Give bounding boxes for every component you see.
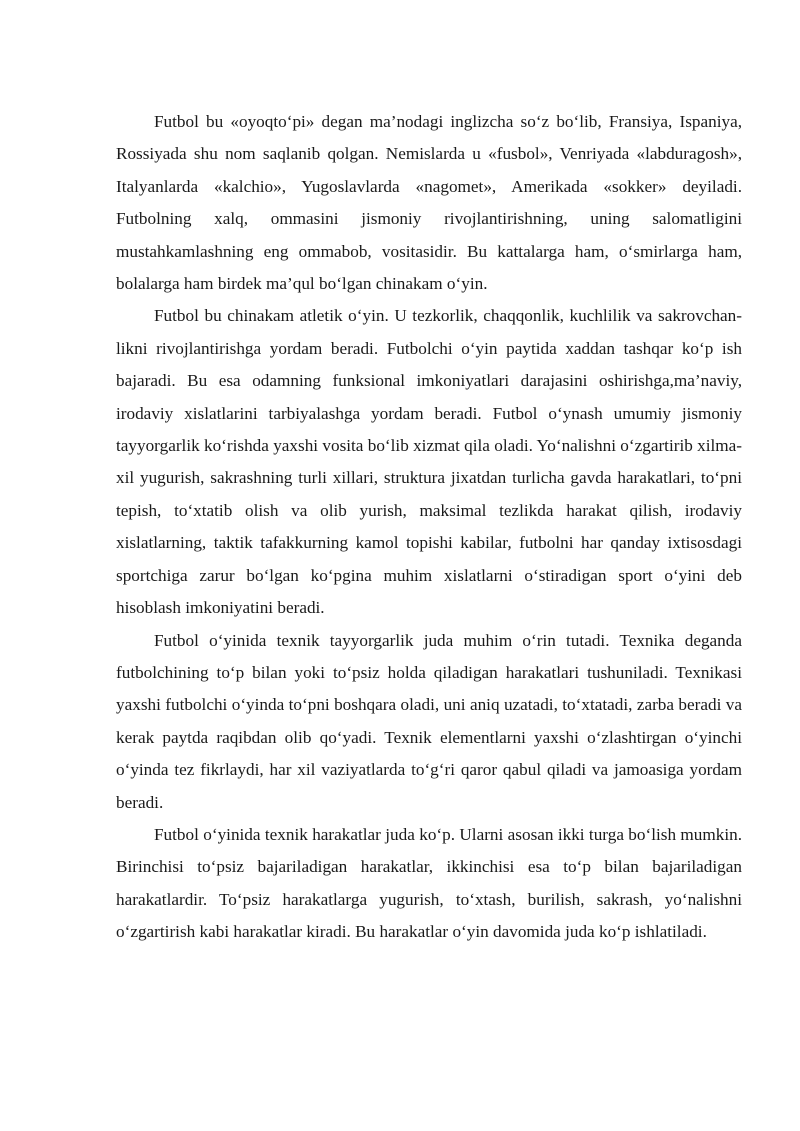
paragraph-2: Futbol bu chinakam atletik o‘yin. U tezkorlik, chaqqonlik, kuchlilik va sakrovchan-likni rivojlantirishga yordam beradi. Futbolchi o‘yin paytida xaddan tashqar ko‘p ish bajaradi. Bu esa odamning funksional imkoniyatlari darajasini oshirishga,ma’naviy, irodaviy xislatlarini tarbiyalashga yordam beradi. Futbol o‘ynash umumiy jismoniy tayyorgarlik ko‘rishda yaxshi vosita bo‘lib xizmat qila oladi. Yo‘nalishni o‘zgartirib xilma-xil yugurish, sakrashning turli xillari, struktura jixatdan turlicha gavda harakatlari, to‘pni tepish, to‘xtatib olish va olib yurish, maksimal tezlikda harakat qilish, irodaviy xislatlarning, taktik tafakkurning kamol topishi kabilar, futbolni har qanday ixtisosdagi sportchiga zarur bo‘lgan ko‘pgina muhim xislatlarni o‘stiradigan sport o‘yini deb hisoblash imkoniyatini beradi.: [116, 306, 742, 618]
paragraph-4: Futbol o‘yinida texnik harakatlar juda ko‘p. Ularni asosan ikki turga bo‘lish mumkin. Birinchisi to‘psiz bajariladigan harakatlar, ikkinchisi esa to‘p bilan bajariladigan harakatlardir. To‘psiz harakatlarga yugurish, to‘xtash, burilish, sakrash, yo‘nalishni o‘zgartirish kabi harakatlar kiradi. Bu harakatlar o‘yin davomida juda ko‘p ishlatiladi.: [116, 824, 742, 942]
document-body: [116, 106, 742, 949]
paragraph-3: Futbol o‘yinida texnik tayyorgarlik juda muhim o‘rin tutadi. Texnika deganda futbolchining to‘p bilan yoki to‘psiz holda qiladigan harakatlari tushuniladi. Texnikasi yaxshi futbolchi o‘yinda to‘pni boshqara oladi, uni aniq uzatadi, to‘xtatadi, zarba beradi va kerak paytda raqibdan olib qo‘yadi. Texnik elementlarni yaxshi o‘zlashtirgan o‘yinchi o‘yinda tez fikrlaydi, har xil vaziyatlarda to‘g‘ri qaror qabul qiladi va jamoasiga yordam beradi.: [116, 630, 742, 812]
paragraph-1: Futbol bu «oyoqto‘pi» degan ma’nodagi inglizcha so‘z bo‘lib, Fransiya, Ispaniya, Rossiyada shu nom saqlanib qolgan. Nemislarda u «fusbol», Venriyada «labduragosh», Italyanlarda «kalchio», Yugoslavlarda «nagomet», Amerikada «sokker» deyiladi. Futbolning xalq, ommasini jismoniy rivojlantirishning, uning salomatligini mustahkamlashning eng ommabob, vositasidir. Bu kattalarga ham, o‘smirlarga ham, bolalarga ham birdek ma’qul bo‘lgan chinakam o‘yin.: [116, 112, 742, 294]
